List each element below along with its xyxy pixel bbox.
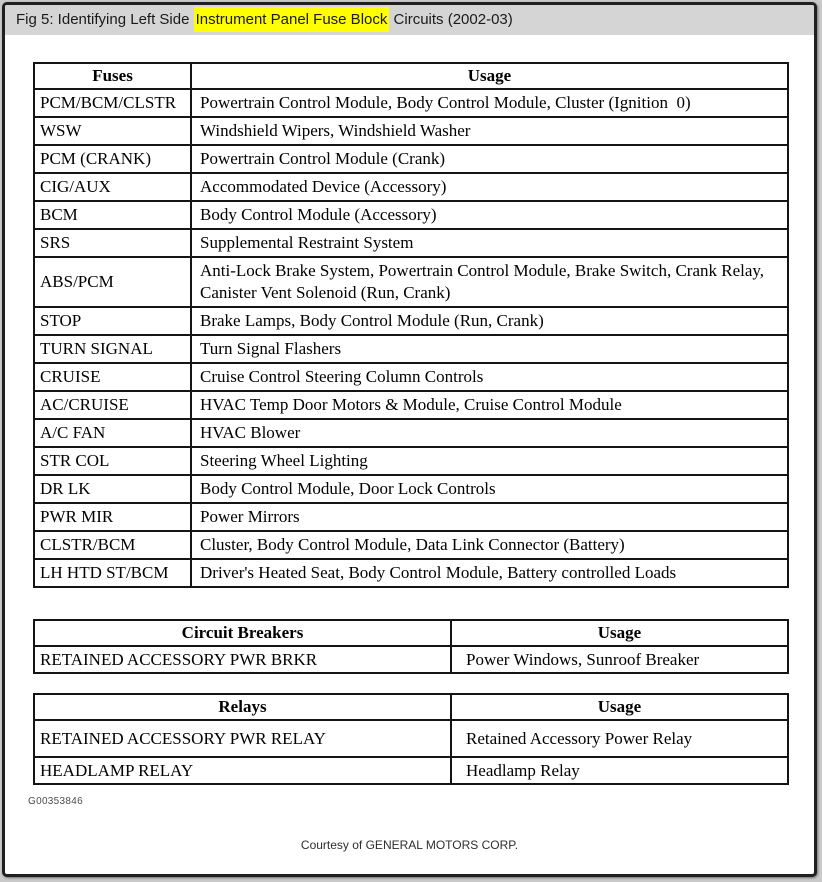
circuit-breaker-header-name: Circuit Breakers bbox=[34, 620, 451, 646]
fuse-name: STOP bbox=[34, 307, 191, 335]
table-row bbox=[34, 757, 788, 784]
circuit-breaker-name: RETAINED ACCESSORY PWR BRKR bbox=[34, 646, 451, 673]
table-row bbox=[34, 419, 788, 447]
relay-usage: Retained Accessory Power Relay bbox=[451, 720, 788, 757]
fuse-usage: Brake Lamps, Body Control Module (Run, Crank) bbox=[191, 307, 788, 335]
circuit-breaker-usage: Power Windows, Sunroof Breaker bbox=[451, 646, 788, 673]
fuse-name: CRUISE bbox=[34, 363, 191, 391]
fuse-name: PWR MIR bbox=[34, 503, 191, 531]
table-row bbox=[34, 503, 788, 531]
relay-name: HEADLAMP RELAY bbox=[34, 757, 451, 784]
figure-title-bar bbox=[5, 5, 814, 35]
fuse-name: BCM bbox=[34, 201, 191, 229]
table-row bbox=[34, 363, 788, 391]
fuse-usage: Supplemental Restraint System bbox=[191, 229, 788, 257]
fuse-table bbox=[33, 62, 789, 588]
figure-id: G00353846 bbox=[28, 796, 83, 807]
table-row bbox=[34, 89, 788, 117]
table-row bbox=[34, 173, 788, 201]
table-row bbox=[34, 447, 788, 475]
figure-title-prefix: Fig 5: Identifying Left Side bbox=[16, 11, 194, 28]
fuse-usage: Cruise Control Steering Column Controls bbox=[191, 363, 788, 391]
table-row bbox=[34, 201, 788, 229]
fuse-table-header-usage: Usage bbox=[191, 63, 788, 89]
fuse-usage: Powertrain Control Module (Crank) bbox=[191, 145, 788, 173]
fuse-name: SRS bbox=[34, 229, 191, 257]
fuse-usage: Windshield Wipers, Windshield Washer bbox=[191, 117, 788, 145]
relay-usage: Headlamp Relay bbox=[451, 757, 788, 784]
fuse-usage: Steering Wheel Lighting bbox=[191, 447, 788, 475]
fuse-usage: Powertrain Control Module, Body Control Module, Cluster (Ignition 0) bbox=[191, 89, 788, 117]
fuse-usage: Cluster, Body Control Module, Data Link Connector (Battery) bbox=[191, 531, 788, 559]
fuse-usage: Body Control Module (Accessory) bbox=[191, 201, 788, 229]
fuse-usage: Power Mirrors bbox=[191, 503, 788, 531]
fuse-name: WSW bbox=[34, 117, 191, 145]
table-row bbox=[34, 646, 788, 673]
fuse-usage: HVAC Blower bbox=[191, 419, 788, 447]
figure-title-suffix: Circuits (2002-03) bbox=[389, 11, 513, 28]
fuse-name: STR COL bbox=[34, 447, 191, 475]
table-row bbox=[34, 391, 788, 419]
fuse-usage: Anti-Lock Brake System, Powertrain Control Module, Brake Switch, Crank Relay, Canister Vent Solenoid (Run, Crank) bbox=[191, 257, 788, 307]
fuse-table-header-fuses: Fuses bbox=[34, 63, 191, 89]
fuse-name: CIG/AUX bbox=[34, 173, 191, 201]
fuse-name: DR LK bbox=[34, 475, 191, 503]
fuse-name: ABS/PCM bbox=[34, 257, 191, 307]
table-row bbox=[34, 307, 788, 335]
fuse-name: TURN SIGNAL bbox=[34, 335, 191, 363]
fuse-name: PCM/BCM/CLSTR bbox=[34, 89, 191, 117]
circuit-breaker-table bbox=[33, 619, 789, 674]
fuse-usage: Turn Signal Flashers bbox=[191, 335, 788, 363]
circuit-breaker-header-usage: Usage bbox=[451, 620, 788, 646]
fuse-name: AC/CRUISE bbox=[34, 391, 191, 419]
table-row bbox=[34, 531, 788, 559]
fuse-usage: Driver's Heated Seat, Body Control Module, Battery controlled Loads bbox=[191, 559, 788, 587]
relay-header-row bbox=[34, 694, 788, 720]
fuse-name: CLSTR/BCM bbox=[34, 531, 191, 559]
fuse-name: PCM (CRANK) bbox=[34, 145, 191, 173]
figure-page bbox=[2, 2, 817, 877]
table-row bbox=[34, 475, 788, 503]
table-row bbox=[34, 117, 788, 145]
figure-title-highlight: Instrument Panel Fuse Block bbox=[194, 7, 390, 32]
circuit-breaker-header-row bbox=[34, 620, 788, 646]
table-row bbox=[34, 145, 788, 173]
fuse-usage: HVAC Temp Door Motors & Module, Cruise Control Module bbox=[191, 391, 788, 419]
table-row bbox=[34, 559, 788, 587]
table-row bbox=[34, 229, 788, 257]
relay-header-usage: Usage bbox=[451, 694, 788, 720]
fuse-name: A/C FAN bbox=[34, 419, 191, 447]
table-row bbox=[34, 720, 788, 757]
relay-table bbox=[33, 693, 789, 785]
relay-name: RETAINED ACCESSORY PWR RELAY bbox=[34, 720, 451, 757]
relay-header-name: Relays bbox=[34, 694, 451, 720]
fuse-table-header-row bbox=[34, 63, 788, 89]
fuse-name: LH HTD ST/BCM bbox=[34, 559, 191, 587]
courtesy-line: Courtesy of GENERAL MOTORS CORP. bbox=[300, 838, 519, 852]
fuse-usage: Body Control Module, Door Lock Controls bbox=[191, 475, 788, 503]
table-row bbox=[34, 335, 788, 363]
table-row bbox=[34, 257, 788, 307]
fuse-usage: Accommodated Device (Accessory) bbox=[191, 173, 788, 201]
